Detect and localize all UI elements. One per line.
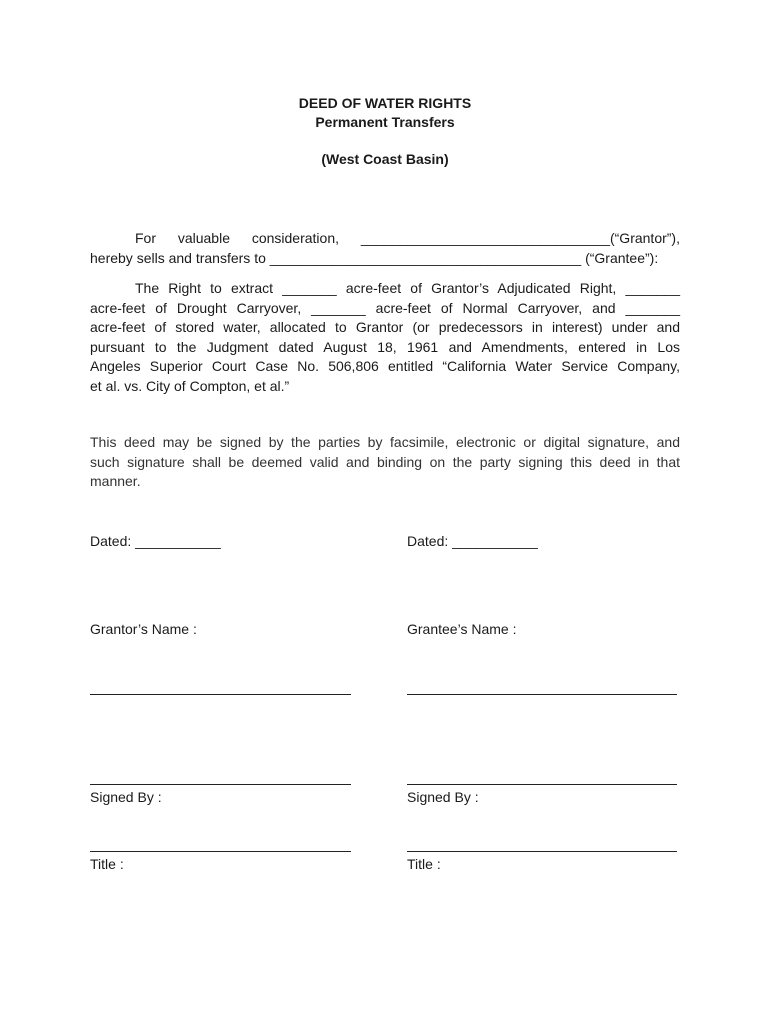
grantor-signature-line [90,784,351,785]
document-title: DEED OF WATER RIGHTS [298,95,472,111]
grantor-name-line [90,694,351,695]
grantee-signature-line [407,784,677,785]
grantor-title-label: Title : [90,856,124,872]
grantor-title-line [90,851,351,852]
grantor-dated-field: Dated: ___________ [90,533,221,549]
rights-line-2: acre-feet of Drought Carryover, _______ acre-feet of Normal Carryover, and _______ [90,299,680,316]
consideration-line-1: For valuable consideration, ________________________________(“Grantor”), [135,230,680,246]
grantee-title-label: Title : [407,856,441,872]
consideration-line-2: hereby sells and transfers to ________________________________________ (“Grantee”): [90,249,659,266]
signature-clause-line-1: This deed may be signed by the parties by facsimile, electronic or digital signature, and [90,434,680,450]
rights-line-5: Angeles Superior Court Case No. 506,806 entitled “California Water Service Company, [90,358,680,374]
grantor-name-label: Grantor’s Name : [90,621,197,637]
signature-clause-line-2: such signature shall be deemed valid and binding on the party signing this deed in that [90,453,680,470]
grantee-dated-field: Dated: ___________ [407,533,538,549]
grantee-name-label: Grantee’s Name : [407,621,517,637]
grantor-signed-by-label: Signed By : [90,789,162,805]
signature-clause-paragraph [90,433,680,492]
rights-line-1: The Right to extract _______ acre-feet of Grantor’s Adjudicated Right, _______ [135,280,680,296]
basin-name: (West Coast Basin) [321,151,449,167]
rights-line-4: pursuant to the Judgment dated August 18, 1961 and Amendments, entered in Los [90,338,680,355]
signature-clause-line-3: manner. [90,473,141,489]
rights-line-3: acre-feet of stored water, allocated to Grantor (or predecessors in interest) under and [90,319,680,335]
rights-line-6: et al. vs. City of Compton, et al.” [90,377,290,394]
grantee-name-line [407,694,677,695]
consideration-paragraph [90,229,680,268]
rights-paragraph [90,279,680,396]
grantee-title-line [407,851,677,852]
document-subtitle: Permanent Transfers [315,114,455,130]
grantee-signed-by-label: Signed By : [407,789,479,805]
